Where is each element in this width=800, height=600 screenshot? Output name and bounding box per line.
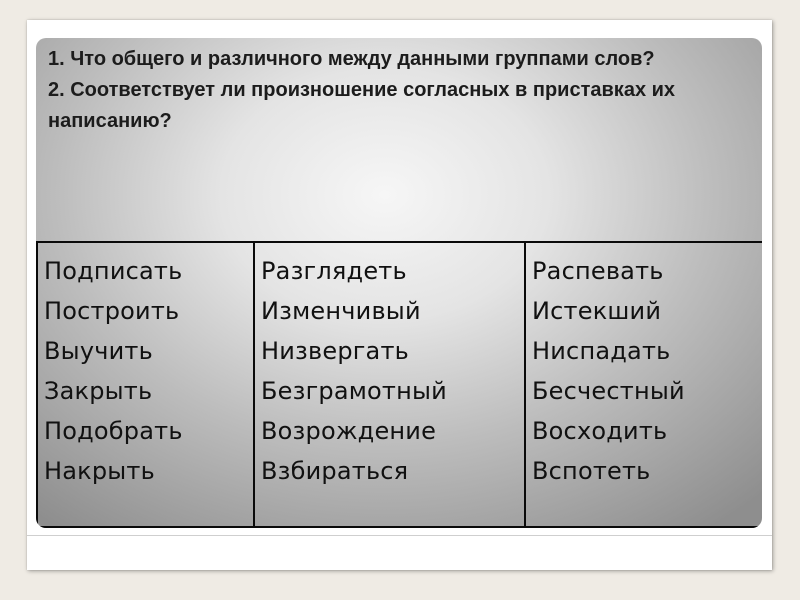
word: Взбираться bbox=[261, 457, 409, 485]
question-2: 2. Соответствует ли произношение согласных в приставках их написанию? bbox=[48, 79, 676, 132]
word: Безграмотный bbox=[261, 377, 447, 405]
word: Истекший bbox=[532, 297, 662, 325]
word: Закрыть bbox=[44, 377, 153, 405]
word: Изменчивый bbox=[261, 297, 421, 325]
word: Подписать bbox=[44, 257, 183, 285]
word: Подобрать bbox=[44, 417, 183, 445]
word-column-1 bbox=[37, 242, 254, 527]
questions-block bbox=[48, 44, 738, 137]
word: Накрыть bbox=[44, 457, 155, 485]
word: Низвергать bbox=[261, 337, 409, 365]
word: Вспотеть bbox=[532, 457, 651, 485]
bottom-divider bbox=[27, 535, 772, 536]
word: Восходить bbox=[532, 417, 668, 445]
word: Построить bbox=[44, 297, 180, 325]
word-column-3 bbox=[525, 242, 762, 527]
word: Разглядеть bbox=[261, 257, 407, 285]
word: Бесчестный bbox=[532, 377, 685, 405]
word: Выучить bbox=[44, 337, 153, 365]
word-column-2 bbox=[254, 242, 525, 527]
table-row bbox=[37, 242, 762, 527]
word: Распевать bbox=[532, 257, 664, 285]
slide-content bbox=[36, 38, 762, 528]
question-1: 1. Что общего и различного между данными группами слов? bbox=[48, 48, 655, 70]
word: Возрождение bbox=[261, 417, 437, 445]
word: Ниспадать bbox=[532, 337, 671, 365]
word-groups-table bbox=[36, 241, 762, 528]
